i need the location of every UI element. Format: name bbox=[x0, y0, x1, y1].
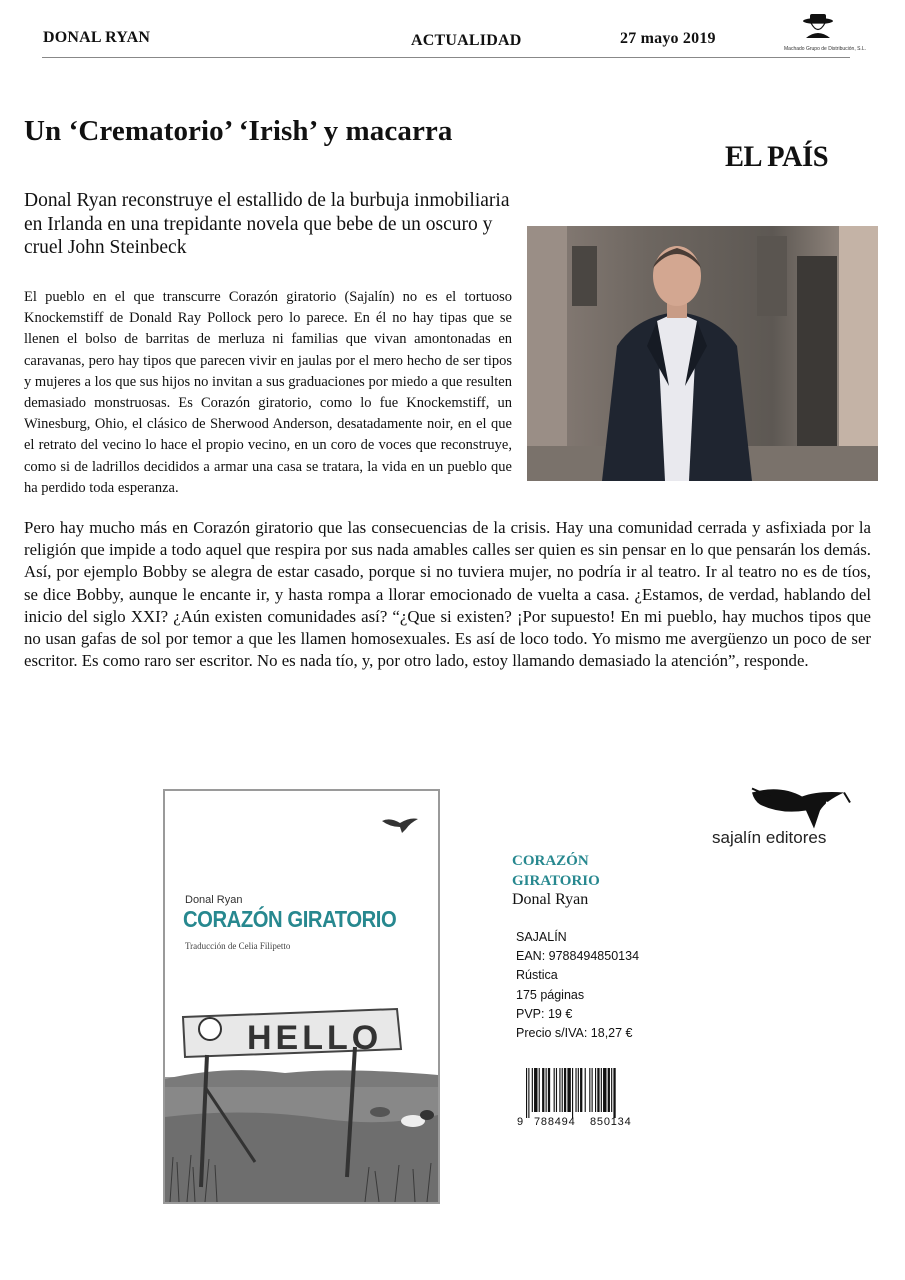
detail-price-ex-vat: Precio s/IVA: 18,27 € bbox=[516, 1026, 633, 1041]
barcode-bars bbox=[512, 1068, 647, 1118]
detail-binding: Rústica bbox=[516, 968, 558, 983]
header-date: 27 mayo 2019 bbox=[620, 30, 716, 47]
barcode-digit-first: 9 bbox=[517, 1116, 524, 1128]
barcode-bar bbox=[589, 1068, 590, 1112]
barcode-bar bbox=[595, 1068, 596, 1112]
barcode bbox=[512, 1068, 647, 1132]
barcode-bar bbox=[528, 1068, 529, 1118]
cover-translator: Traducción de Celia Filipetto bbox=[185, 941, 291, 951]
publisher-name: sajalín editores bbox=[712, 828, 827, 847]
detail-pvp: PVP: 19 € bbox=[516, 1006, 573, 1021]
article-paragraph-2: Pero hay mucho más en Corazón giratorio que las consecuencias de la crisis. Hay una comunidad cerrada y asfixiada por la religión que impide a todo aquel que respira por sus nada amables calles ser quien es sin pensar en lo que pensarán los demás. Así, por ejemplo Bobby se alegra de estar casado, porque si no tuviera mujer, no podría ir al teatro. Ir al teatro no es de tíos, se dice Bobby, aunque le encante ir, y hasta rompa a llorar emocionado de vuelta a casa. ¿Estamos, de verdad, hablando del inicio del siglo XXI? ¿Aún existen comunidades así? “¿Que si existen? ¡Por supuesto! En mi pueblo, hay muchos tipos que no usan gafas de sol por temor a que les llamen homosexuales. Es así de loco todo. Yo mismo me avergüenzo un poco de ser escritor. Es como raro ser escritor. No es nada tío, y, por otro lado, estoy llamando demasiado la atención”, responde. bbox=[24, 518, 871, 671]
publisher-cover-icon bbox=[380, 813, 420, 835]
barcode-bar bbox=[603, 1068, 606, 1112]
barcode-bar bbox=[611, 1068, 612, 1112]
header-section: ACTUALIDAD bbox=[411, 32, 522, 49]
barcode-bar bbox=[532, 1068, 533, 1112]
cover-title: CORAZÓN GIRATORIO bbox=[183, 906, 397, 932]
barcode-bar bbox=[542, 1068, 544, 1112]
author-photo bbox=[527, 226, 878, 481]
header-author: DONAL RYAN bbox=[43, 29, 151, 46]
barcode-bar bbox=[592, 1068, 593, 1112]
source-logo: EL PAÍS bbox=[725, 140, 829, 173]
detail-ean: EAN: 9788494850134 bbox=[516, 949, 640, 964]
barcode-bar bbox=[564, 1068, 566, 1112]
detail-pages: 175 páginas bbox=[516, 987, 585, 1002]
barcode-bar bbox=[539, 1068, 540, 1112]
book-details bbox=[516, 928, 639, 1043]
barcode-bar bbox=[546, 1068, 547, 1112]
barcode-digits-group-1: 788494 bbox=[534, 1116, 576, 1128]
subheadline: Donal Ryan reconstruye el estallido de la burbuja inmobiliaria en Irlanda en una trepidante novela que bebe de un oscuro y cruel John Steinbeck bbox=[24, 190, 510, 258]
book-title-line-1: CORAZÓN bbox=[512, 853, 589, 869]
distributor-logo-text: Machado Grupo de Distribución, S.L. bbox=[784, 46, 866, 52]
book-cover bbox=[163, 789, 440, 1204]
headline: Un ‘Crematorio’ ‘Irish’ y macarra bbox=[24, 115, 453, 147]
book-title-line-2: GIRATORIO bbox=[512, 873, 600, 889]
barcode-bar bbox=[585, 1068, 586, 1112]
detail-publisher: SAJALÍN bbox=[516, 930, 567, 944]
barcode-bar bbox=[534, 1068, 537, 1112]
header-divider bbox=[42, 57, 850, 58]
barcode-bar bbox=[554, 1068, 555, 1112]
barcode-digits-group-2: 850134 bbox=[590, 1116, 632, 1128]
book-author: Donal Ryan bbox=[512, 891, 589, 908]
barcode-bar bbox=[608, 1068, 610, 1112]
barcode-bar bbox=[559, 1068, 560, 1112]
article-paragraph-1: El pueblo en el que transcurre Corazón giratorio (Sajalín) no es el tortuoso Knockemstiff de Donald Ray Pollock pero lo parece. En él no hay tipas que se llenen el bolso de barritas de merluza ni familias que vivan amontonadas en caravanas, pero hay tipos que parecen vivir en jaulas por el mero hecho de ser tipos y mujeres a los que sus hijos no invitan a sus graduaciones por miedo a que resulten demasiado monstruosas. Es Corazón giratorio, como lo fue Knockemstiff, un Winesburg, Ohio, el clásico de Sherwood Anderson, desatadamente noir, en el que el retrato del vecino lo hace el propio vecino, en un coro de voces que reconstruye, como si de ladrillos decididos a armar una casa se tratara, la vida en un pueblo que ha perdido toda esperanza. bbox=[24, 289, 512, 496]
barcode-bar bbox=[548, 1068, 550, 1112]
barcode-bar bbox=[572, 1068, 573, 1118]
barcode-bar bbox=[526, 1068, 527, 1118]
barcode-bar bbox=[601, 1068, 602, 1112]
cover-illustration bbox=[165, 987, 438, 1202]
cover-sign-text: HELLO bbox=[247, 1019, 383, 1057]
book-title bbox=[512, 851, 600, 891]
barcode-bar bbox=[613, 1068, 615, 1118]
cover-author: Donal Ryan bbox=[185, 894, 243, 906]
distributor-logo bbox=[784, 12, 866, 56]
barcode-bar bbox=[578, 1068, 579, 1112]
hat-man-icon bbox=[798, 12, 838, 40]
barcode-bar bbox=[562, 1068, 563, 1112]
barcode-bar bbox=[556, 1068, 557, 1112]
barcode-bar bbox=[580, 1068, 582, 1112]
barcode-bar bbox=[597, 1068, 599, 1112]
barcode-bar bbox=[575, 1068, 576, 1112]
barcode-bar bbox=[567, 1068, 570, 1112]
